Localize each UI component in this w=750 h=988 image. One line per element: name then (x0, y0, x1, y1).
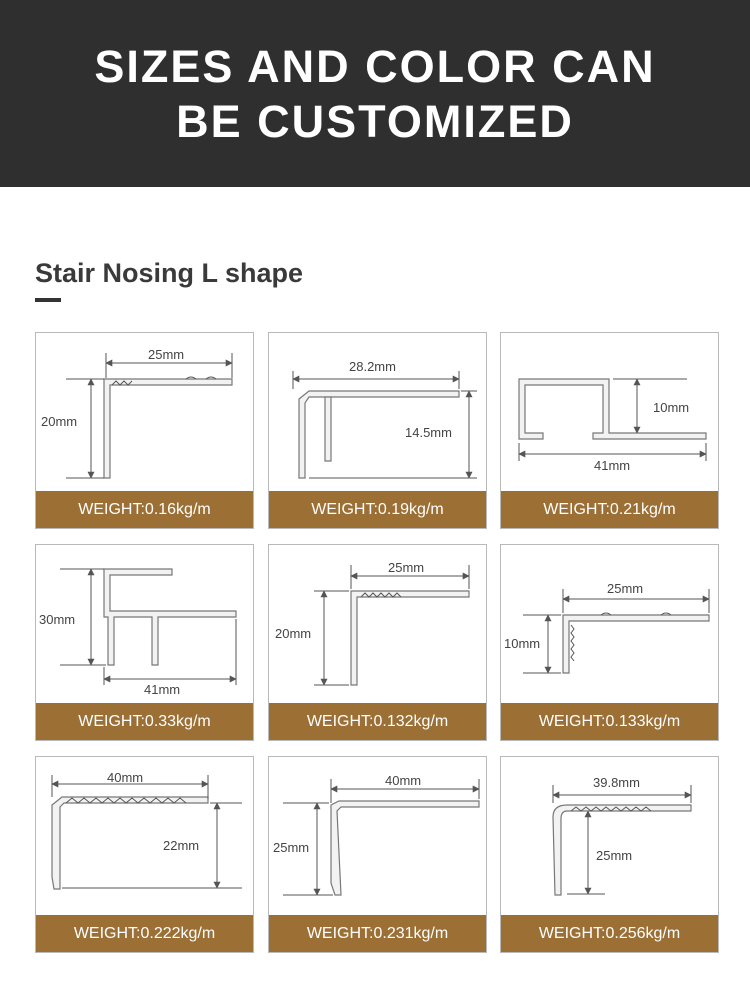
product-card-9[interactable] (500, 756, 719, 953)
dimension-label: 14.5mm (405, 425, 452, 440)
dimension-label: 25mm (148, 347, 185, 362)
dimension-label: 28.2mm (349, 359, 396, 374)
weight-label: WEIGHT:0.133kg/m (501, 703, 718, 740)
header-banner (0, 0, 750, 187)
product-card-6[interactable] (500, 544, 719, 741)
weight-label: WEIGHT:0.16kg/m (36, 491, 253, 528)
dimension-label: 25mm (596, 848, 633, 863)
product-card-8[interactable] (268, 756, 487, 953)
dimension-label: 20mm (41, 414, 78, 429)
product-card-4[interactable] (35, 544, 254, 741)
dimension-label: 22mm (163, 838, 200, 853)
weight-label: WEIGHT:0.222kg/m (36, 915, 253, 952)
banner-title-line-1: SIZES AND COLOR CAN (94, 40, 656, 92)
profile-diagram-2 (269, 333, 486, 491)
dimension-label: 30mm (39, 612, 76, 627)
weight-label: WEIGHT:0.256kg/m (501, 915, 718, 952)
dimension-label: 40mm (385, 773, 422, 788)
dimension-label: 20mm (275, 626, 312, 641)
weight-label: WEIGHT:0.231kg/m (269, 915, 486, 952)
profile-diagram-3 (501, 333, 718, 491)
profile-diagram-4 (36, 545, 253, 703)
profile-diagram-5 (269, 545, 486, 703)
product-card-7[interactable] (35, 756, 254, 953)
banner-title-line-2: BE CUSTOMIZED (176, 95, 574, 147)
profile-diagram-9 (501, 757, 718, 915)
dimension-label: 41mm (594, 458, 631, 473)
profile-diagram-1 (36, 333, 253, 491)
weight-label: WEIGHT:0.19kg/m (269, 491, 486, 528)
product-card-2[interactable] (268, 332, 487, 529)
weight-label: WEIGHT:0.132kg/m (269, 703, 486, 740)
product-card-3[interactable] (500, 332, 719, 529)
dimension-label: 39.8mm (593, 775, 640, 790)
dimension-label: 25mm (273, 840, 310, 855)
section-title-underline (35, 298, 61, 302)
profile-diagram-7 (36, 757, 253, 915)
dimension-label: 10mm (504, 636, 541, 651)
dimension-label: 25mm (607, 581, 644, 596)
product-card-5[interactable] (268, 544, 487, 741)
dimension-label: 25mm (388, 560, 425, 575)
profile-diagram-8 (269, 757, 486, 915)
dimension-label: 10mm (653, 400, 690, 415)
section-title: Stair Nosing L shape (35, 258, 304, 288)
dimension-label: 41mm (144, 682, 181, 697)
weight-label: WEIGHT:0.33kg/m (36, 703, 253, 740)
profile-diagram-6 (501, 545, 718, 703)
product-card-1[interactable] (35, 332, 254, 529)
dimension-label: 40mm (107, 770, 144, 785)
weight-label: WEIGHT:0.21kg/m (501, 491, 718, 528)
